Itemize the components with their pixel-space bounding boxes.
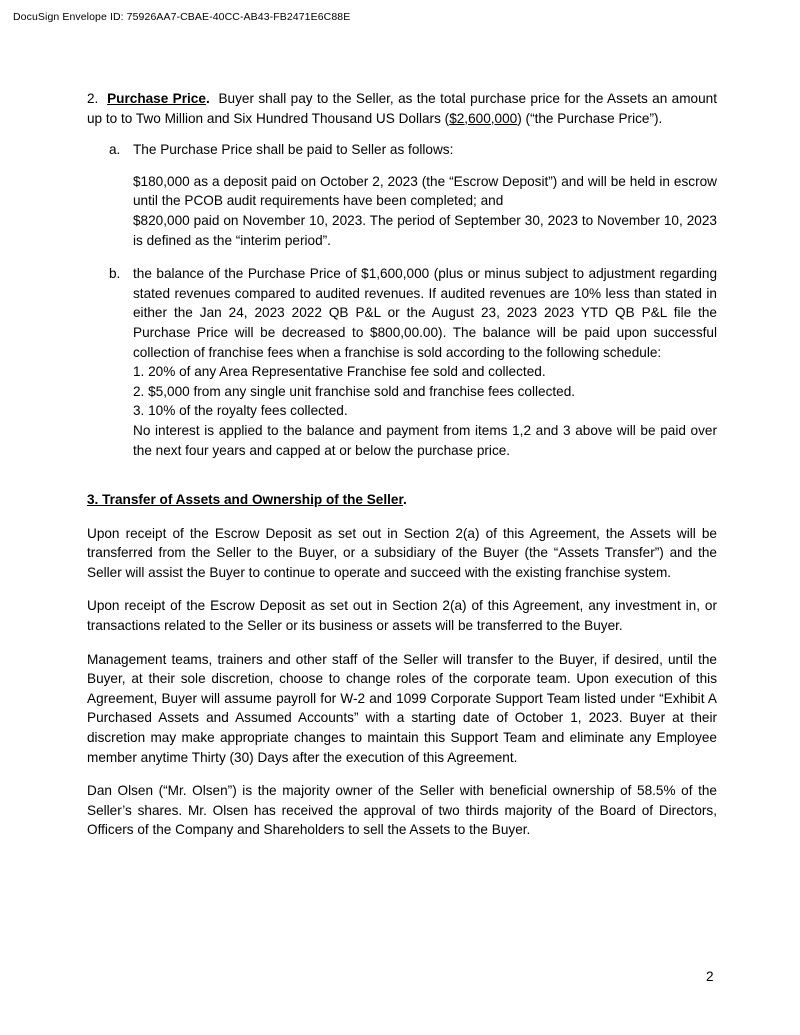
schedule-item: 2. $5,000 from any single unit franchise sold and franchise fees collected. (133, 383, 576, 399)
item-a-second-payment: $820,000 paid on November 10, 2023. The period of September 30, 2023 to November 10, 2023 is defined as the “interim period”. (133, 212, 717, 248)
section-3-paragraph: Management teams, trainers and other staff of the Seller will transfer to the Buyer, if desired, until the Buyer, at their sole discretion, choose to change roles of the corporate team. Upon execution of this Agreement, Buyer will assume payroll for W-2 and 1099 Corporate Support Team listed under “Exhibit A Purchased Assets and Assumed Accounts” with a starting date of October 1, 2023. Buyer at their discretion may make appropriate changes to maintain this Support Team and eliminate any Employee member anytime Thirty (30) Days after the execution of this Agreement. (87, 651, 717, 765)
section-3-paragraph: Upon receipt of the Escrow Deposit as set out in Section 2(a) of this Agreement, the Assets will be transferred from the Seller to the Buyer, or a subsidiary of the Buyer (the “Assets Transfer”) and the Seller will assist the Buyer to continue to operate and succeed with the existing franchise system. (87, 525, 717, 580)
item-a-marker: a. (109, 142, 121, 158)
section-3-paragraph: Dan Olsen (“Mr. Olsen”) is the majority owner of the Seller with beneficial ownership of 58.5% of the Seller’s shares. Mr. Olsen has received the approval of two thirds majority of the Board of Directors, Officers of the Company and Shareholders to sell the Assets to the Buyer. (87, 783, 717, 838)
docusign-envelope-id: DocuSign Envelope ID: 75926AA7-CBAE-40CC-AB43-FB2471E6C88E (13, 11, 351, 23)
fee-schedule (133, 362, 717, 421)
section-2-heading: Purchase Price (107, 91, 206, 106)
item-b-closing: No interest is applied to the balance and payment from items 1,2 and 3 above will be paid over the next four years and capped at or below the purchase price. (133, 422, 717, 458)
section-3-heading: 3. Transfer of Assets and Ownership of the Seller (87, 492, 404, 508)
document-body (87, 89, 717, 840)
item-a-deposit: $180,000 as a deposit paid on October 2, 2023 (the “Escrow Deposit”) and will be held in escrow until the PCOB audit requirements have been completed; and (133, 173, 717, 209)
section-2-intro: Buyer shall pay to the Seller, as the total purchase price for the Assets an amount up to to Two Million and Six Hundred Thousand US Dollars ( (87, 91, 718, 126)
section-2-number: 2. (87, 91, 99, 106)
schedule-item: 3. 10% of the royalty fees collected. (133, 403, 348, 419)
item-b-marker: b. (109, 266, 121, 282)
purchase-price-amount: $2,600,000 (449, 110, 518, 126)
section-2-intro-end: ) (“the Purchase Price”). (517, 110, 663, 126)
section-3-paragraph: Upon receipt of the Escrow Deposit as set out in Section 2(a) of this Agreement, any investment in, or transactions related to the Seller or its business or assets will be transferred to the Buyer. (87, 598, 717, 634)
section-2-paragraph (87, 89, 717, 128)
section-3-heading-line (87, 490, 717, 510)
item-b (87, 264, 717, 460)
item-a (87, 140, 717, 250)
schedule-item: 1. 20% of any Area Representative Franchise fee sold and collected. (133, 364, 546, 380)
item-a-lead: The Purchase Price shall be paid to Seller as follows: (133, 142, 454, 158)
page-number: 2 (706, 969, 714, 984)
item-b-text: the balance of the Purchase Price of $1,600,000 (plus or minus subject to adjustment regarding stated revenues compared to audited revenues. If audited revenues are 10% less than stated in either the Jan 24, 2023 2022 QB P&L or the August 23, 2023 2023 YTD QB P&L file the Purchase Price will be decreased to $800,00.00). The balance will be paid upon successful collection of franchise fees when a franchise is sold according to the following schedule: (133, 266, 717, 360)
section-3-heading-punct: . (403, 492, 407, 508)
section-2-heading-punct: . (205, 91, 210, 106)
